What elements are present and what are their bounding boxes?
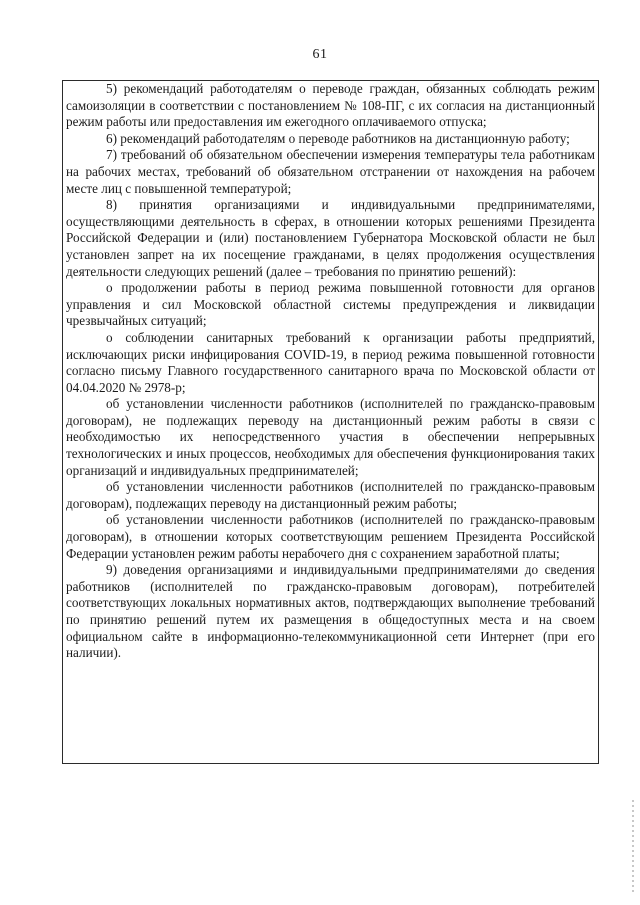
paragraph-item-9: 9) доведения организациями и индивидуальными предпринимателями до сведения работников (исполнителей по гражданско-правовым договорам), потребителей соответствующих локальных нормативных актов, подтверждающих выполнение требований по принятию решений путем их размещения в общедоступных места и на своем официальном сайте в информационно-телекоммуникационной сети Интернет (при его наличии). [66, 562, 595, 661]
paragraph-item-8-decision-1: о продолжении работы в период режима повышенной готовности для органов управления и сил Московской областной системы предупреждения и ликвидации чрезвычайных ситуаций; [66, 280, 595, 329]
paragraph-item-5: 5) рекомендаций работодателям о переводе граждан, обязанных соблюдать режим самоизоляции в соответствии с постановлением № 108-ПГ, с их согласия на дистанционный режим работы или предоставления им ежегодного оплачиваемого отпуска; [66, 81, 595, 130]
paragraph-item-8-decision-5: об установлении численности работников (исполнителей по гражданско-правовым договорам), в отношении которых соответствующим решением Президента Российской Федерации установлен режим работы нерабочего дня с сохранением заработной платы; [66, 512, 595, 561]
paragraph-item-8-decision-3: об установлении численности работников (исполнителей по гражданско-правовым договорам), не подлежащих переводу на дистанционный режим работы в связи с необходимостью их непосредственного участия в обеспечении непрерывных технологических и иных процессов, необходимых для обеспечения функционирования таких организаций и индивидуальных предпринимателей; [66, 396, 595, 478]
paragraph-item-8-decision-2: о соблюдении санитарных требований к организации работы предприятий, исключающих риски инфицирования COVID-19, в период режима повышенной готовности согласно письму Главного государственного санитарного врача по Московской области от 04.04.2020 № 2978-р; [66, 329, 595, 395]
document-text-block [62, 80, 599, 764]
paragraph-item-7: 7) требований об обязательном обеспечении измерения температуры тела работникам на рабочих местах, требований об обязательном отстранении от нахождения на рабочем месте лиц с повышенной температурой; [66, 147, 595, 196]
scan-margin-mark [632, 800, 634, 895]
paragraph-item-6: 6) рекомендаций работодателям о переводе работников на дистанционную работу; [106, 130, 570, 146]
paragraph-item-8: 8) принятия организациями и индивидуальными предпринимателями, осуществляющими деятельность в сферах, в отношении которых решениями Президента Российской Федерации и (или) постановлением Губернатора Московской области не был установлен запрет на их посещение гражданами, в целях продолжения осуществления деятельности следующих решений (далее – требования по принятию решений): [66, 197, 595, 279]
paragraph-item-8-decision-4: об установлении численности работников (исполнителей по гражданско-правовым договорам), подлежащих переводу на дистанционный режим работы; [66, 479, 595, 511]
page-number: 61 [312, 47, 328, 62]
